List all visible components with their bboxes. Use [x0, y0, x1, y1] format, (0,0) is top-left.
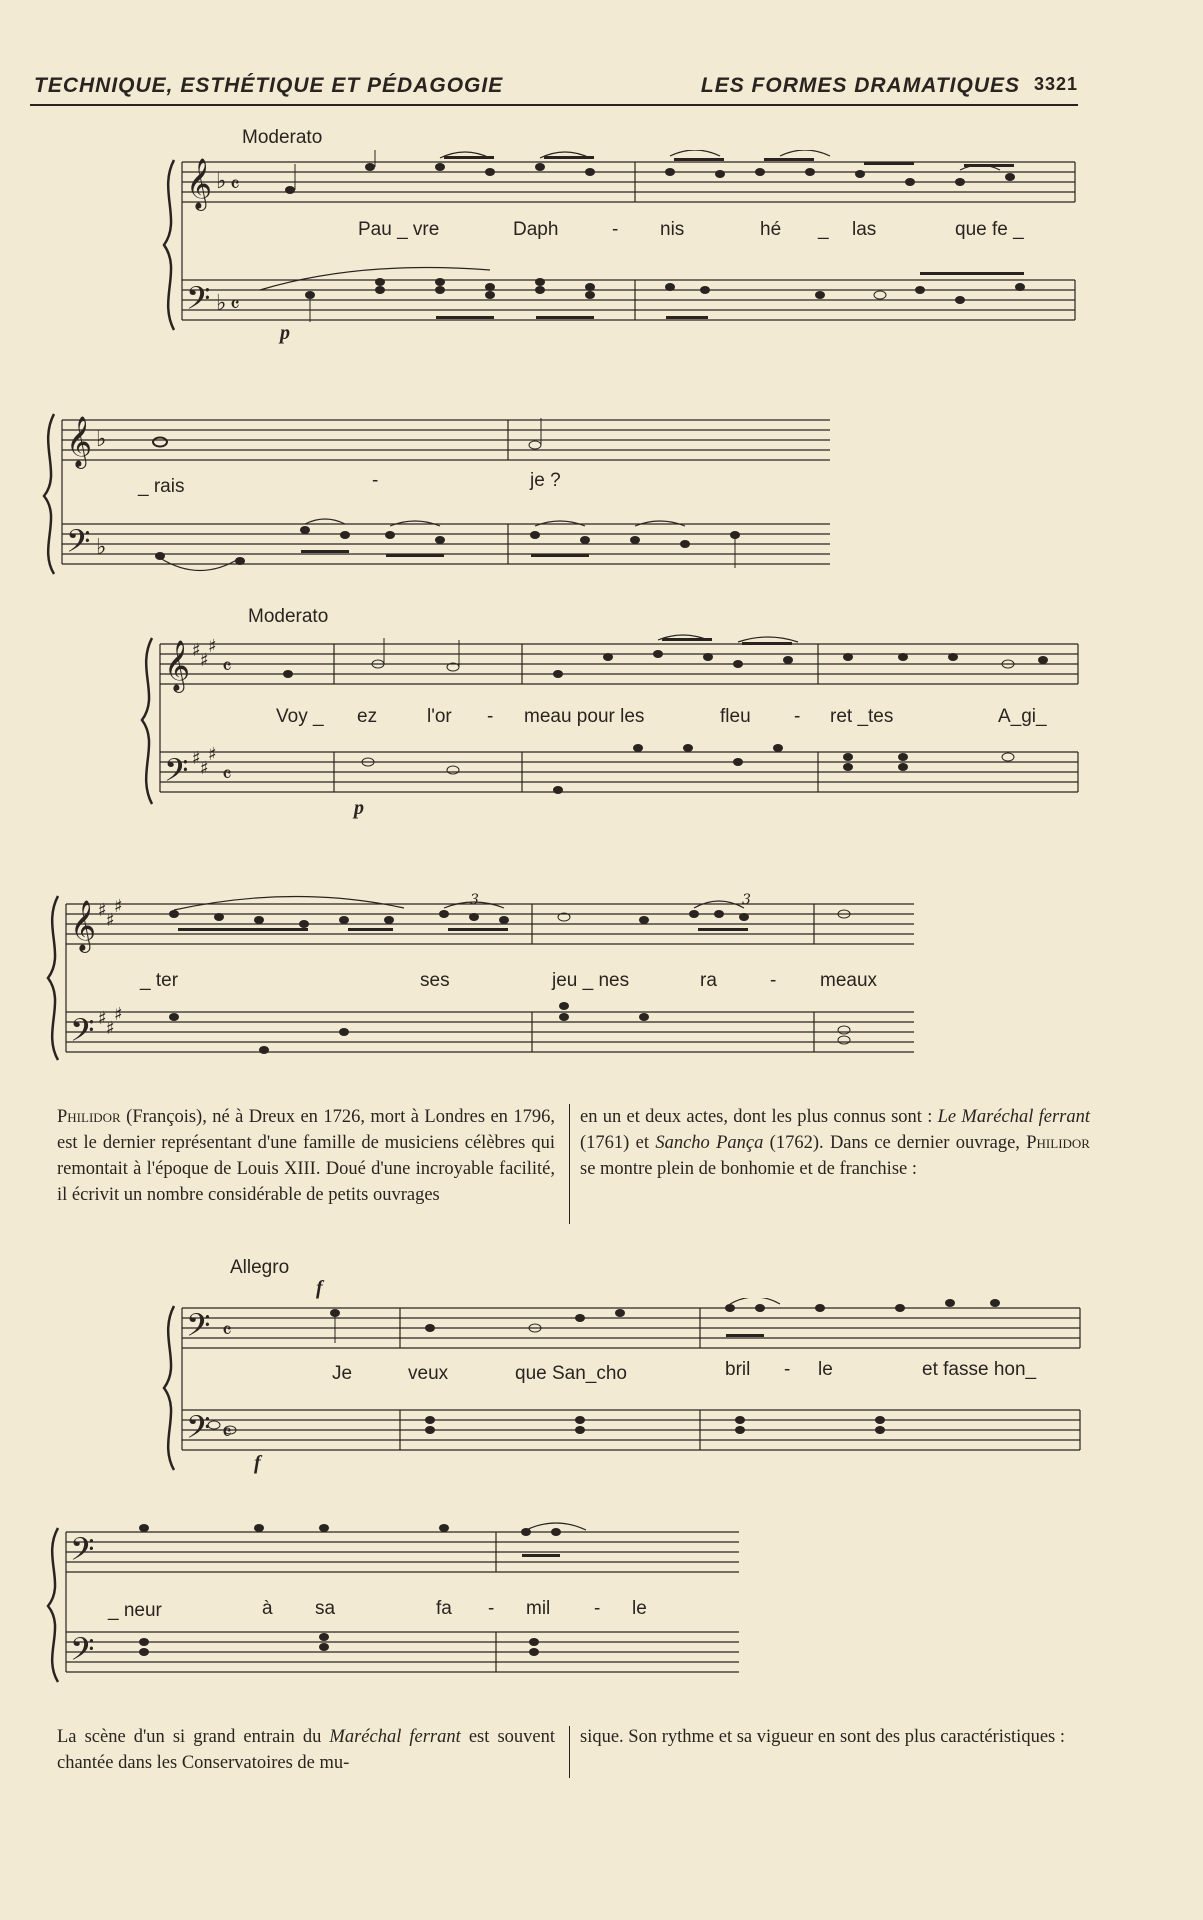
lyric-syllable: je ? — [530, 470, 561, 491]
svg-text:♯: ♯ — [114, 1004, 123, 1025]
lyric-syllable: fleu — [720, 706, 751, 727]
composer-name: Philidor — [1026, 1133, 1090, 1153]
svg-text:𝄴: 𝄴 — [222, 763, 232, 788]
lyric-syllable: fa — [436, 1598, 452, 1619]
lyric-syllable: hé — [760, 219, 782, 240]
tempo-marking: Allegro — [230, 1257, 290, 1278]
lyric-syllable: que fe _ — [955, 219, 1024, 240]
lyric-syllable: et fasse hon_ — [922, 1359, 1037, 1380]
svg-text:3: 3 — [470, 892, 479, 908]
lyric-syllable: - — [372, 470, 379, 491]
music-system-5 — [160, 1298, 1085, 1473]
lyric-syllable: Daph — [513, 219, 559, 240]
lyric-syllable: _ — [818, 219, 829, 240]
lyric-syllable: bril — [725, 1359, 751, 1380]
lyric-syllable: à — [262, 1598, 273, 1619]
svg-text:𝄴: 𝄴 — [222, 1319, 232, 1344]
work-title: Maréchal ferrant — [329, 1727, 461, 1747]
svg-text:♯: ♯ — [200, 650, 209, 671]
lyric-syllable: ret _tes — [830, 706, 894, 727]
column-divider — [569, 1104, 570, 1224]
lyric-syllable: mil — [526, 1598, 551, 1619]
svg-text:𝄢: 𝄢 — [70, 1631, 95, 1675]
lyric-syllable: meaux — [820, 970, 878, 991]
svg-text:♯: ♯ — [106, 1018, 115, 1039]
lyric-syllable: _ rais — [138, 476, 185, 497]
svg-text:𝄢: 𝄢 — [66, 523, 91, 567]
lyric-syllable: meau pour les — [524, 706, 645, 727]
lyric-syllable: nis — [660, 219, 685, 240]
lyric-syllable: _ ter — [140, 970, 179, 991]
music-system-1 — [160, 150, 1080, 340]
work-title: Sancho Pança — [655, 1133, 764, 1153]
lyric-syllable: - — [784, 1359, 791, 1380]
dynamic-marking: p — [280, 322, 290, 344]
svg-text:♯: ♯ — [192, 640, 201, 661]
lyric-syllable: Pau _ vre — [358, 219, 440, 240]
lyric-syllable: jeu _ nes — [552, 970, 630, 991]
lyric-syllable: le — [632, 1598, 647, 1619]
lyric-syllable: l'or — [427, 706, 452, 727]
dynamic-marking: p — [354, 797, 364, 819]
svg-text:𝄢: 𝄢 — [70, 1012, 95, 1056]
page-number: 3321 — [1033, 74, 1078, 94]
lyric-syllable: Je — [332, 1363, 353, 1384]
paragraph-text: se montre plein de bonhomie et de franchise : — [580, 1159, 918, 1179]
header-left-title: TECHNIQUE, ESTHÉTIQUE ET PÉDAGOGIE — [34, 74, 504, 97]
svg-text:♯: ♯ — [114, 896, 123, 917]
tempo-marking: Moderato — [248, 606, 329, 627]
svg-text:♯: ♯ — [208, 636, 217, 657]
svg-text:♭: ♭ — [96, 427, 107, 452]
svg-text:♯: ♯ — [106, 910, 115, 931]
svg-text:♭: ♭ — [96, 535, 107, 560]
svg-text:𝄢: 𝄢 — [186, 1307, 211, 1351]
paragraph-right-column — [580, 1104, 1090, 1182]
paragraph-right-column — [580, 1724, 1090, 1750]
svg-text:𝄞: 𝄞 — [164, 640, 191, 691]
paragraph-text: (1761) et — [580, 1133, 656, 1153]
svg-text:♯: ♯ — [98, 1008, 107, 1029]
dynamic-marking: f — [254, 1452, 261, 1474]
svg-text:𝄴: 𝄴 — [230, 173, 240, 198]
lyric-syllable: ses — [420, 970, 450, 991]
lyric-syllable: - — [794, 706, 801, 727]
svg-text:𝄢: 𝄢 — [186, 1409, 211, 1453]
lyric-syllable: veux — [408, 1363, 449, 1384]
svg-text:𝄴: 𝄴 — [222, 655, 232, 680]
lyric-syllable: - — [487, 706, 494, 727]
lyric-syllable: las — [852, 219, 877, 240]
svg-text:♯: ♯ — [98, 900, 107, 921]
lyric-syllable: - — [770, 970, 777, 991]
composer-name: Philidor — [57, 1107, 121, 1127]
paragraph-left-column — [57, 1724, 555, 1776]
lyric-syllable: - — [488, 1598, 495, 1619]
svg-text:♯: ♯ — [208, 744, 217, 765]
dynamic-marking: f — [316, 1277, 323, 1299]
lyric-syllable: - — [594, 1598, 601, 1619]
paragraph-text: (François), né à Dreux en 1726, mort à Londres en 1796, est le dernier représentant d'une famille de musiciens célèbres qui remontait à l'époque de Louis XIII. Doué d'une incroyable facilité, il écrivit un nombre considérable de petits ouvrages — [57, 1107, 555, 1205]
paragraph-text: est souvent chantée dans les Conservatoires de mu- — [57, 1727, 555, 1773]
svg-text:𝄴: 𝄴 — [222, 1421, 232, 1446]
svg-text:3: 3 — [742, 892, 751, 908]
svg-text:𝄞: 𝄞 — [70, 900, 97, 951]
staff-graphics — [160, 150, 1080, 340]
paragraph-left-column — [57, 1104, 555, 1208]
svg-text:𝄴: 𝄴 — [230, 293, 240, 318]
svg-text:𝄞: 𝄞 — [186, 158, 213, 209]
paragraph-text: en un et deux actes, dont les plus connus sont : — [580, 1107, 938, 1127]
header-right-title: LES FORMES DRAMATIQUES — [700, 74, 1020, 97]
svg-text:𝄢: 𝄢 — [164, 752, 189, 796]
svg-text:𝄞: 𝄞 — [66, 416, 93, 467]
svg-text:𝄢: 𝄢 — [70, 1531, 95, 1575]
lyric-syllable: le — [818, 1359, 833, 1380]
lyric-syllable: _ neur — [108, 1600, 162, 1621]
svg-text:𝄢: 𝄢 — [186, 280, 211, 324]
lyric-syllable: ra — [700, 970, 717, 991]
paragraph-text: (1762). Dans ce dernier ouvrage, — [763, 1133, 1027, 1153]
lyric-syllable: Voy _ — [276, 706, 324, 727]
staff-graphics — [160, 1298, 1085, 1473]
paragraph-text: sique. Son rythme et sa vigueur en sont des plus caractéristiques : — [580, 1727, 1066, 1747]
tempo-marking: Moderato — [242, 127, 323, 148]
running-header — [30, 68, 1078, 106]
lyric-syllable: que San_cho — [515, 1363, 627, 1384]
paragraph-text: La scène d'un si grand entrain du — [57, 1727, 330, 1747]
work-title: Le Maréchal ferrant — [937, 1107, 1090, 1127]
lyric-syllable: A_gi_ — [998, 706, 1047, 727]
svg-text:♭: ♭ — [216, 169, 227, 194]
lyric-syllable: - — [612, 219, 619, 240]
lyric-syllable: ez — [357, 706, 378, 727]
svg-text:♯: ♯ — [200, 758, 209, 779]
svg-text:♭: ♭ — [216, 291, 227, 316]
svg-text:♯: ♯ — [192, 748, 201, 769]
column-divider — [569, 1726, 570, 1778]
lyric-syllable: sa — [315, 1598, 336, 1619]
